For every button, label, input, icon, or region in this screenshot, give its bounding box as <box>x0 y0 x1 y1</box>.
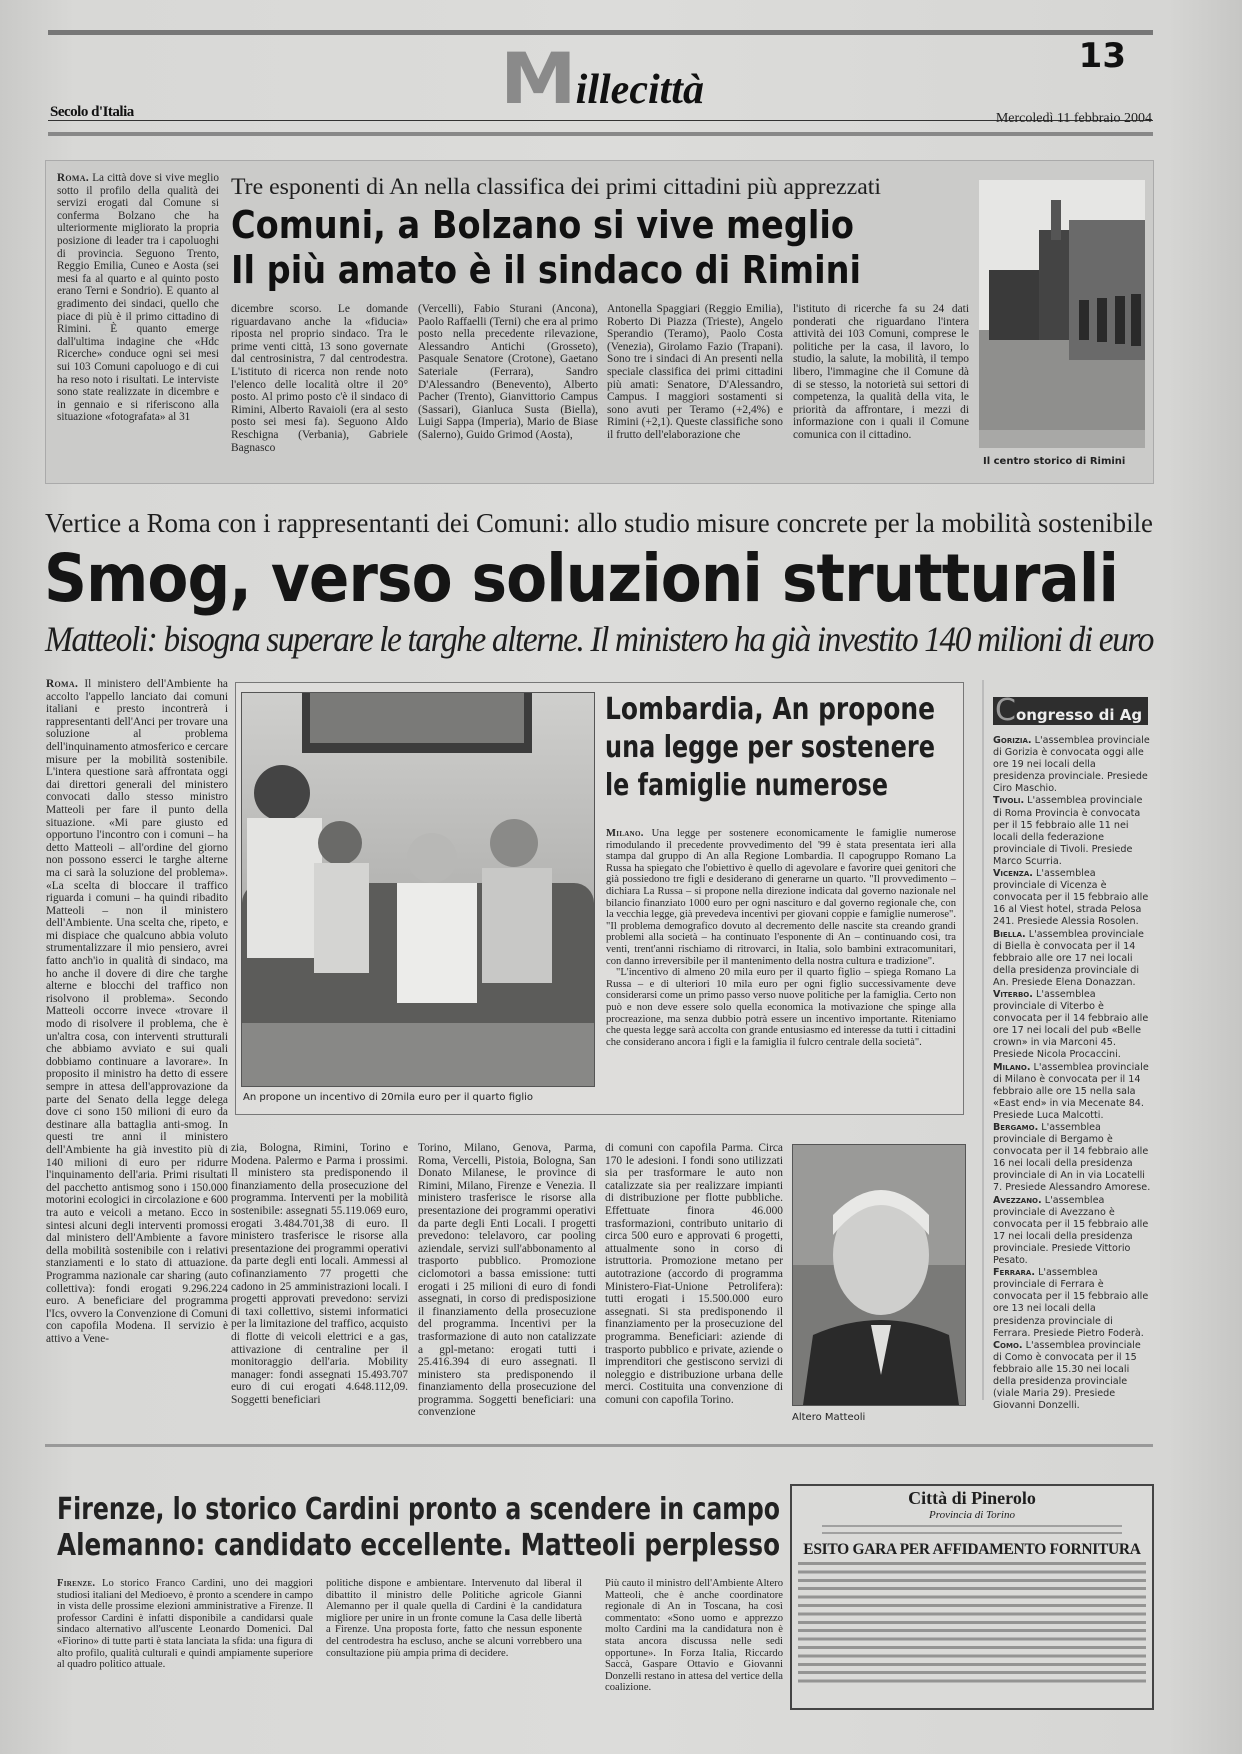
header-top-rule <box>48 30 1153 35</box>
headline-text: le famiglie numerose <box>605 768 888 803</box>
congresso-place: Vicenza. <box>993 868 1033 880</box>
notice-heading: ESITO GARA PER AFFIDAMENTO FORNITURA <box>803 1541 1141 1558</box>
congresso-item <box>993 989 1151 1062</box>
paragraph: "L'incentivo di almeno 20 mila euro per il quarto figlio – spiega Romano La Russa – e di ulteriori 10 mila euro per ogni figlio successivamente deve considerarsi come un primo passo verso nuove politiche per la famiglia. Certo non può e non deve essere solo quella economica la motivazione che spinge alla procreazione, ma senza dubbio potrà essere un incentivo importante. Riteniamo che questa legge sarà accolta con grande entusiasmo ed interesse da tutti i cittadini che considerano ancora i figli e la famiglia il fulcro centrale della società". <box>606 967 956 1048</box>
page-number: 13 <box>1078 36 1126 76</box>
headline-text: Il più amato è il sindaco di Rimini <box>231 248 861 292</box>
pinerolo-notice <box>790 1484 1154 1710</box>
rimini-photo-caption: Il centro storico di Rimini <box>983 456 1126 467</box>
congresso-text: L'assemblea provinciale di Vicenza è convocata per il 15 febbraio alle 16 al Viest hotel, strada Pelosa 241. Presiede Alessia Rosolen. <box>993 868 1149 928</box>
bottom-article-headline-1 <box>57 1492 780 1527</box>
headline-text: una legge per sostenere <box>605 730 935 765</box>
congresso-item <box>993 1267 1151 1340</box>
notice-address-lines <box>822 1525 1122 1539</box>
congresso-place: Gorizia. <box>993 735 1032 746</box>
paragraph: Una legge per sostenere economicamente le famiglie numerose rimodulando il precedente provvedimento del '99 è stata presentata ieri alla stampa dal gruppo di An alla Regione Lombardia. Il capogruppo Romano La Russa ha spiegato che l'obiettivo è quello di agevolare e favorire quei genitori che già possiedono tre figli e desiderano di generarne un quarto. "Il provvedimento – dichiara La Russa – si propone nella direzione indicata dal governo nazionale nel bilancio finanziato 1000 euro per ogni nascituro e dal governo regionale che, con la vecchia legge, già prevedeva incentivi per giovani coppie e famiglie numerose". "Il problema demografico dovuto al decremento delle nascite sta creando grandi problemi alla società – ha continuato l'esponente di An – continuando così, tra venti, trent'anni rischiamo di ritrovarci, in Italia, solo bambini extracomunitari, con danno irreversibile per il mantenimento della nostra cultura e tradizione". <box>606 828 956 967</box>
newspaper-name: Secolo d'Italia <box>50 104 134 120</box>
top-article-headline-2 <box>231 248 861 292</box>
congresso-item <box>993 735 1151 795</box>
congresso-item <box>993 795 1151 868</box>
subheadline-text: Matteoli: bisogna superare le targhe alterne. Il ministero ha già investito 140 milioni di euro <box>45 619 1153 659</box>
lead-text: Il ministero dell'Ambiente ha accolto l'appello lanciato dai comuni italiani e presto incontrerà i rappresentanti dell'Anci per trovare una soluzione al problema dell'inquinamento atmosferico e cercare misure per la mobilità sostenibile. L'intera questione sarà affrontata oggi dai direttori generali del ministero convocati dallo stesso ministro Matteoli per fare il punto della situazione. «Mi pare giusto ed opportuno l'incontro con i comuni – ha detto Matteoli – all'ordine del giorno non possono esserci le targhe alterne ma ci sarà la soluzione del problema». «La scelta di bloccare il traffico riguarda i comuni – ha quindi ribadito Matteoli – non il ministero dell'Ambiente. Una scelta che, ripeto, e mi dispiace che qualcuno abbia voluto strumentalizzare il mio pensiero, avrei fatto anch'io in qualità di sindaco, ma ho anche il dovere di dire che targhe alterne e blocchi del traffico non risolvono il problema». Secondo Matteoli occorre invece «trovare il modo di risolvere il problema, che è un'altra cosa, con interventi strutturali che abbiamo avviato e sui quali dobbiamo continuare a lavorare». In proposito il ministro ha detto di essere sempre in attesa dell'approvazione da parte del Senato della legge delega dove ci sono 150 milioni di euro da destinare alla battaglia anti-smog. In questi tre anni il ministero dell'Ambiente ha già investito più di 140 milioni di euro per ridurre l'inquinamento dell'aria. Primi risultati del pacchetto antismog sono i 150.000 motorini ecologici in circolazione e 600 tra auto e veicoli a metano. Ecco in sintesi alcuni degli interventi promossi dal ministero dell'Ambiente a favore della mobilità sostenibile con i relativi stanziamenti e lo stato di attuazione. Programma nazionale car sharing (auto collettiva): fondi erogati 9.296.224 euro. A beneficiare del programma l'Ics, ovvero la Convenzione di Comuni con capofila Modena. Il servizio è attivo a Vene- <box>46 678 228 1345</box>
congresso-text: L'assemblea provinciale di Viterbo è convocata per il 14 febbraio alle ore 17 nei locali del pub «Belle crown» in via Marconi 45. Presiede Nicola Procaccini. <box>993 988 1149 1061</box>
top-article-kicker <box>231 174 881 200</box>
congresso-text: L'assemblea provinciale di Roma Provincia è convocata per il 15 febbraio alle 11 nei locali della federazione provinciale di Tivoli. Presiede Marco Scurria. <box>993 795 1143 867</box>
matteoli-portrait <box>792 1144 966 1406</box>
main-article-column-3: Torino, Milano, Genova, Parma, Roma, Vercelli, Pistoia, Bologna, San Donato Milanese, le province di Rimini, Milano, Firenze e Venezia. Il ministero trasferisce le risorse alla presentazione dei programmi operativi da parte degli Enti Locali. I progetti prevedono: telelavoro, car pooling aziendale, servizi sull'abbonamento al trasporto pubblico. Promozione ciclomotori a bassa emissione: tutti erogati i 25 milioni di euro di fondi assegnati, in corso di predisposizione il finanziamento della prosecuzione del programma. Incentivi per la trasformazione di auto non catalizzate a gpl-metano: erogati tutti i 25.416.394 di euro assegnati. Il ministero sta predisponendo il finanziamento della prosecuzione del programma. Soggetti beneficiari: una convenzione <box>418 1142 596 1419</box>
column-text: Lo storico Franco Cardini, uno dei maggiori studiosi italiani del Medioevo, è pronto a scendere in campo in vista delle prossime elezioni amministrative a Firenze. Il professor Cardini è infatti disponibile a candidarsi quale sindaco alternativo all'uscente Leonardo Domenici. Dal «Fiorino» di tutte parti è stata lanciata la sfida: una figura di alto profilo, qualità culturali e quindi ampiamente superiore al quadro politico attuale. <box>57 1578 313 1671</box>
rimini-photo <box>979 180 1145 448</box>
congresso-item <box>993 1062 1151 1122</box>
congresso-place: Milano. <box>993 1061 1031 1073</box>
top-article-column-1: dicembre scorso. Le domande riguardavano anche la «fiducia» riposta nel proprio sindaco. Tra le prime venti città, 13 sono governate dal centrosinistra, 7 dal centrodestra. L'istituto di ricerca non rende noto l'elenco delle località oltre il 20° posto. Al primo posto c'è il sindaco di Rimini, Alberto Ravaioli (era al sesto posto sei mesi fa). Seguono Aldo Reschigna (Verbania), Gabriele Bagnasco <box>231 303 408 454</box>
notice-title: Città di Pinerolo <box>908 1488 1036 1508</box>
congresso-text: L'assemblea provinciale di Ferrara è convocata per il 15 febbraio alle ore 13 nei locali della presidenza provinciale di Ferrara. Presiede Pietro Foderà. <box>993 1267 1149 1339</box>
main-article-lead-column <box>46 678 228 1422</box>
main-article-headline <box>44 540 1118 617</box>
bottom-article-column-3: Più cauto il ministro dell'Ambiente Altero Matteoli, che è anche coordinatore regionale di An in Toscana, ha così commentato: «Sono uomo e apprezzo molto Cardini ma la candidatura non è stata ancora discussa nelle sedi opportune». In Forza Italia, Riccardo Saccà, Gaspare Ottavio e Giovanni Donzelli restano in attesa del vertice della coalizione. <box>605 1578 783 1694</box>
kicker-text: Vertice a Roma con i rappresentanti dei Comuni: allo studio misure concrete per la mobilità sostenibile <box>45 508 1153 538</box>
congresso-item <box>993 1122 1151 1195</box>
dateline: Milano. <box>606 828 644 839</box>
rimini-street-image <box>979 180 1145 448</box>
bottom-article-column-1 <box>57 1578 313 1708</box>
notice-subtitle: Provincia di Torino <box>929 1509 1015 1521</box>
top-article-column-2: (Vercelli), Fabio Sturani (Ancona), Paolo Raffaelli (Terni) che era al primo posto nella precedente rilevazione, Alessandro Antichi (Grosseto), Pasquale Senatore (Crotone), Gaetano Sateriale (Ferrara), Sandro D'Alessandro (Benevento), Alberto Pacher (Trento), Gianvittorio Campus (Sassari), Gianluca Susta (Biella), Luigi Sappa (Imperia), Mario de Biase (Salerno), Guido Grimod (Aosta), <box>418 303 598 441</box>
headline-text: Smog, verso soluzioni strutturali <box>44 540 1118 617</box>
congresso-item <box>993 1340 1151 1413</box>
congresso-title: ongresso di Ag <box>1015 706 1143 724</box>
matteoli-caption: Altero Matteoli <box>792 1412 866 1423</box>
main-article-kicker <box>45 508 1153 539</box>
congresso-text: L'assemblea provinciale di Avezzano è convocata per il 15 febbraio alle 17 nei locali della presidenza provinciale. Presiede Vittorio Pesato. <box>993 1194 1149 1267</box>
congresso-place: Ferrara. <box>993 1267 1035 1279</box>
family-photo-caption: An propone un incentivo di 20mila euro per il quarto figlio <box>243 1092 534 1103</box>
congresso-place: Avezzano. <box>993 1194 1042 1206</box>
congresso-item <box>993 929 1151 989</box>
family-image <box>242 693 594 1086</box>
main-article-column-4: di comuni con capofila Parma. Circa 170 le adesioni. I fondi sono utilizzati sia per trasformare le auto non catalizzate sia per realizzare impianti di distribuzione per flotte pubbliche. Effettuate finora 46.000 trasformazioni, contributo unitario di circa 500 euro e approvati 6 progetti, attualmente sono in corso di istruttoria. Promozione metano per autotrazione (accordo di programma Ministero-Fiat-Unione Petrolifera): tutti erogati i 15.500.000 euro assegnati. Si sta predisponendo il finanziamento per la prosecuzione del programma. Beneficiari: aziende di trasporto pubblico e private, aziende o imprenditori che gestiscono servizi di noleggio e distribuzione urbana delle merci. Costituita una convenzione di comuni con capofila Torino. <box>605 1142 783 1406</box>
congresso-place: Como. <box>993 1339 1023 1351</box>
congresso-text: L'assemblea provinciale di Gorizia è convocata oggi alle ore 19 nei locali della presidenza provinciale. Presiede Ciro Maschio. <box>993 735 1150 795</box>
family-photo <box>241 692 595 1087</box>
headline-text: Firenze, lo storico Cardini pronto a scendere in campo <box>57 1492 780 1527</box>
header-mid-rule <box>48 120 1153 121</box>
kicker-text: Tre esponenti di An nella classifica dei primi cittadini più apprezzati <box>231 174 881 199</box>
congresso-item <box>993 868 1151 928</box>
congresso-place: Tivoli. <box>993 795 1025 807</box>
bottom-section-rule <box>45 1444 1153 1447</box>
section-logo-text: illecittà <box>575 67 704 113</box>
dateline: Roma. <box>57 172 89 184</box>
headline-text: Alemanno: candidato eccellente. Matteoli perplesso <box>57 1528 780 1563</box>
headline-text: Comuni, a Bolzano si vive meglio <box>231 203 854 247</box>
lombardia-headline-line-2 <box>605 730 935 765</box>
bottom-article-column-2: politiche dispone e ambientare. Intervenuto dal liberal il dibattito il ministro delle Politiche agricole Gianni Alemanno per il quale quella di Cardini è la candidatura migliore per unire in un fronte comune la Casa delle libertà a Firenze. Una proposta forte, fatto che nessun esponente del centrodestra ha escluso, anche se alcuni vorrebbero una consultazione più ampia prima di decidere. <box>326 1578 582 1659</box>
congresso-text: L'assemblea provinciale di Bergamo è convocata per il 14 febbraio alle 16 nei locali della presidenza provinciale di An in via Locatelli 7. Presiede Alessandro Amorese. <box>993 1122 1151 1194</box>
section-logo-initial: M <box>500 38 577 120</box>
section-logo <box>500 38 704 120</box>
headline-text: Lombardia, An propone <box>605 692 935 727</box>
congresso-place: Biella. <box>993 928 1026 940</box>
top-article-column-4: l'istituto di ricerche fa su 24 dati ponderati che riguardano l'intera attività dei 103 Comuni, comprese le politiche per la casa, il lavoro, lo studio, la salute, la mobilità, il tempo libero, l'immagine che il Comune dà di se stesso, la notorietà sui settori di competenza, la qualità della vita, le priorità da affrontare, i mezzi di informazione con i quali il Comune comunica con il cittadino. <box>793 303 969 441</box>
lombardia-headline-line-1 <box>605 692 935 727</box>
intro-text: La città dove si vive meglio sotto il profilo della qualità dei servizi erogati dal Comune si conferma Bolzano che ha ulteriormente migliorato la propria posizione di leader tra i capoluoghi di provincia. Seguono Trento, Reggio Emilia, Cuneo e Aosta (sei mesi fa al quarto e al quinto posto erano Terni e Sondrio). E quanto al gradimento dei sindaci, quello che piace di più è il primo cittadino di Rimini. È quanto emerge dall'ultima indagine che «Hdc Ricerche» conduce ogni sei mesi sui 103 Comuni capoluogo e di cui ha reso noto i risultati. Le interviste sono state realizzate in dicembre e in gennaio e si riferiscono alla situazione «fotografata» al 31 <box>57 172 219 424</box>
lombardia-body <box>606 828 956 1106</box>
dateline: Firenze. <box>57 1578 96 1589</box>
portrait-image <box>793 1145 965 1405</box>
congresso-text: L'assemblea provinciale di Milano è convocata per il 14 febbraio alle ore 15 nella sala «East end» in via Mecenate 84. Presiede Luca Malcotti. <box>993 1061 1149 1121</box>
issue-date: Mercoledì 11 febbraio 2004 <box>995 111 1152 126</box>
congresso-place: Bergamo. <box>993 1122 1039 1133</box>
congresso-item <box>993 1195 1151 1268</box>
main-article-column-2: zia, Bologna, Rimini, Torino e Modena. Palermo e Parma i prossimi. Il ministero sta predisponendo il finanziamento della prosecuzione del programma. Interventi per la mobilità sostenibile: assegnati 55.119.069 euro, erogati 3.484.701,38 di euro. Il ministero trasferisce le risorse alla presentazione dei programmi operativi da parte degli enti locali. Ammessi al cofinanziamento 77 progetti che cadono in 25 amministrazioni locali. I progetti approvati prevedono: servizi di taxi collettivo, sistemi informatici per la limitazione del traffico, acquisto di flotte di veicoli elettrici e a gas, attivazione di centraline per il monitoraggio dell'aria. Mobility manager: fondi assegnati 15.493.707 euro di cui erogati 4.648.112,09. Soggetti beneficiari <box>231 1142 408 1406</box>
congresso-title-bar <box>993 693 1148 728</box>
notice-body-lines <box>798 1562 1146 1687</box>
top-article-intro <box>57 172 219 476</box>
dateline: Roma. <box>46 678 79 690</box>
lombardia-headline-line-3 <box>605 768 888 803</box>
congresso-place: Viterbo. <box>993 988 1033 1000</box>
congresso-text: L'assemblea provinciale di Como è convocata per il 15 febbraio alle 15.30 nei locali della presidenza provinciale (viale Maria 29). Presiede Giovanni Donzelli. <box>993 1339 1141 1412</box>
congresso-text: L'assemblea provinciale di Biella è convocata per il 14 febbraio alle ore 17 nei locali della presidenza provinciale di An. Presiede Elena Donazzan. <box>993 928 1144 988</box>
congresso-list <box>993 735 1151 1412</box>
bottom-article-headline-2 <box>57 1528 780 1563</box>
top-article-headline-1 <box>231 203 854 247</box>
main-article-subheadline <box>45 618 1153 660</box>
header-bottom-rule <box>48 132 1153 136</box>
congresso-title-initial: C <box>995 693 1016 728</box>
top-article-column-3: Antonella Spaggiari (Reggio Emilia), Roberto Di Piazza (Trieste), Angelo Sperandio (Teramo), Paolo Costa (Venezia), Girolamo Fazio (Trapani). Sono tre i sindaci di An presenti nella speciale classifica dei primi cittadini più amati: Senatore, D'Alessandro, Campus. I maggiori sostamenti si sono avuti per Teramo (+2,4%) e Rimini (+2,1). Queste classifiche sono il frutto dell'elaborazione che <box>607 303 783 441</box>
